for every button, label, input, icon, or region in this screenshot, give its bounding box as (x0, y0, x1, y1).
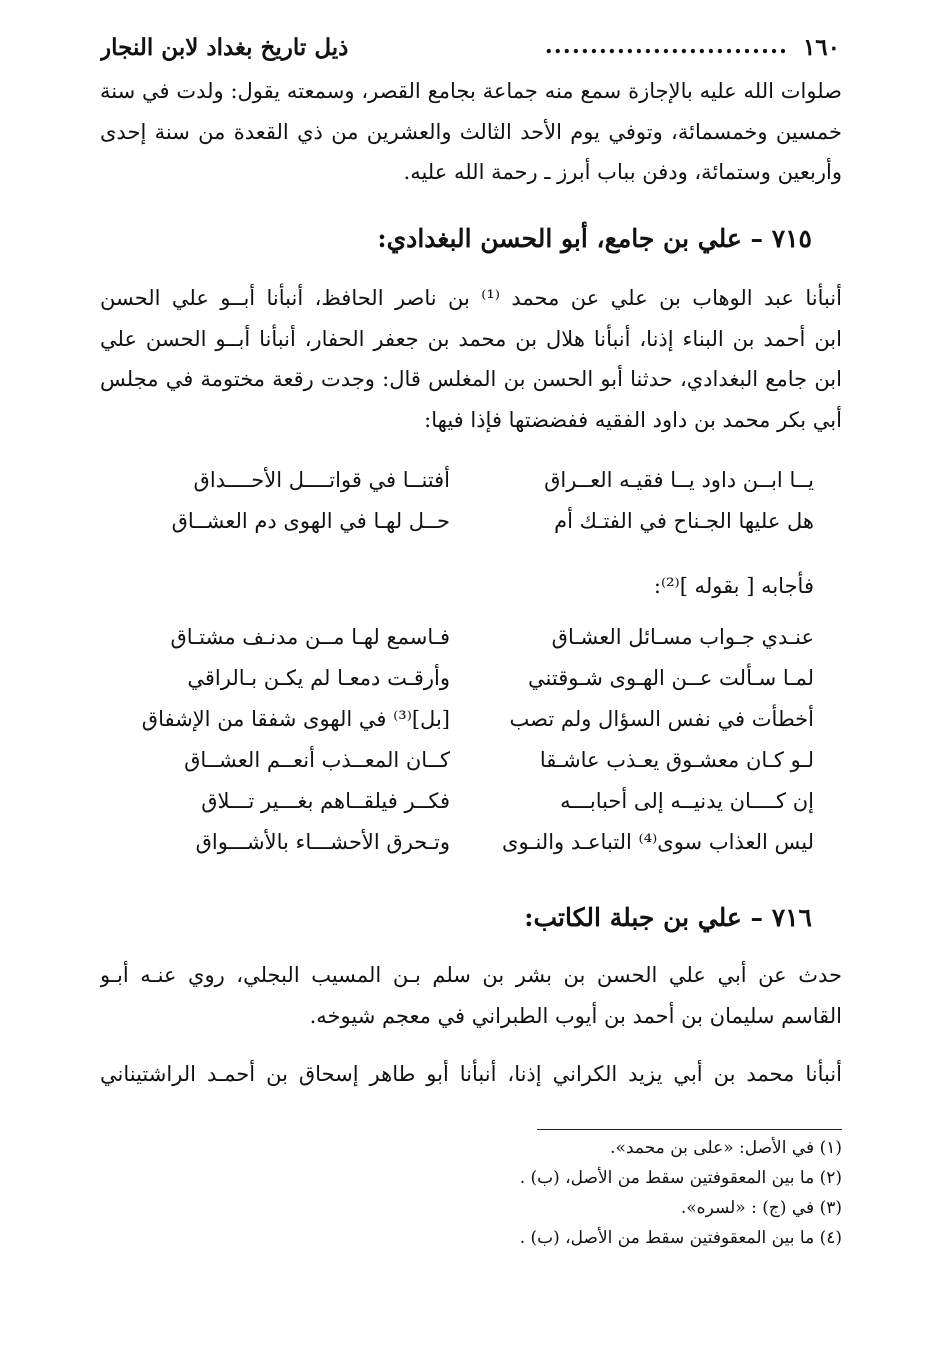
footnote: (٣) في (ج) : «لسره». (680, 1198, 842, 1218)
page-number: ١٦٠ (802, 34, 840, 61)
verse-second-hemistich: فـاسمع لهـا مــن مدنـف مشتـاق (170, 625, 450, 649)
intro-paragraph (100, 71, 842, 193)
text-line: أبي بكر محمد بن داود الفقيه ففضضتها فإذا فيها: (424, 407, 842, 432)
verse-first-hemistich: لمـا سـألت عــن الهـوى شـوقتني (528, 666, 814, 690)
verse-first-hemistich: يــا ابــن داود يــا فقيـه العــراق (544, 468, 814, 492)
verse-line (150, 460, 814, 501)
entry-716-paragraph-2 (100, 1054, 842, 1095)
entry-715-heading: ٧١٥ – علي بن جامع، أبو الحسن البغدادي: (377, 224, 812, 253)
text-line: حدث عن أبي علي الحسن بن بشر بن سلم بـن المسيب البجلي، روي عنـه أبـو (100, 963, 842, 987)
footnote: (١) في الأصل: «على بن محمد». (610, 1138, 842, 1158)
text-line: أنبأنا عبد الوهاب بن علي عن محمد ⁽¹⁾ بن ناصر الحافظ، أنبأنا أبــو علي الحسن (100, 286, 842, 310)
verse-second-hemistich: وأرقـت دمعـا لم يكـن بـالراقي (187, 666, 450, 690)
verses-question (150, 460, 814, 542)
verse-line (150, 781, 814, 822)
verse-first-hemistich: لـو كـان معشـوق يعـذب عاشـقا (539, 748, 814, 772)
text-line: خمسين وخمسمائة، وتوفي يوم الأحد الثالث والعشرين من ذي القعدة من سنة إحدى (100, 119, 842, 144)
verse-first-hemistich: أخطأت في نفس السؤال ولم تصب (509, 707, 814, 731)
verse-first-hemistich: إن كــــان يدنيــه إلى أحبابـــه (560, 789, 814, 813)
text-line: صلوات الله عليه بالإجازة سمع منه جماعة بجامع القصر، وسمعته يقول: ولدت في سنة (100, 79, 842, 103)
verse-line (150, 822, 814, 863)
verse-first-hemistich: ليس العذاب سوى⁽⁴⁾ التباعـد والنـوى (502, 830, 814, 854)
verse-second-hemistich: كــان المعــذب أنعــم العشــاق (184, 748, 450, 772)
footnotes (420, 1133, 842, 1253)
footnote-separator (537, 1129, 842, 1130)
verse-line (141, 699, 814, 740)
footnote: (٤) ما بين المعقوفتين سقط من الأصل، (ب) . (519, 1228, 842, 1248)
verse-line (150, 617, 814, 658)
verse-second-hemistich: أفتنــا في قواتــــل الأحــــداق (193, 468, 450, 492)
verse-first-hemistich: عنـدي جـواب مسـائل العشـاق (551, 625, 814, 649)
text-line: ابن أحمد بن البناء إذنا، أنبأنا هلال بن محمد بن جعفر الحفار، أنبأنا أبــو الحسن علي (100, 326, 842, 351)
footnote: (٢) ما بين المعقوفتين سقط من الأصل، (ب) . (519, 1168, 842, 1188)
text-line: وأربعين وستمائة، ودفن بباب أبرز ـ رحمة الله عليه. (403, 160, 842, 184)
verse-line (150, 658, 814, 699)
header-dot-leader: ........................... (544, 32, 788, 59)
verse-second-hemistich: حــل لهـا في الهوى دم العشــاق (171, 509, 450, 533)
running-title: ذيل تاريخ بغداد لابن النجار (100, 34, 349, 61)
text-line: أنبأنا محمد بن أبي يزيد الكراني إذنا، أنبأنا أبو طاهر إسحاق بن أحمـد الراشتيناني (100, 1062, 842, 1086)
entry-716-heading: ٧١٦ – علي بن جبلة الكاتب: (524, 903, 812, 932)
verse-first-hemistich: هل عليها الجـناح في الفتـك أم (554, 509, 814, 533)
text-line: القاسم سليمان بن أحمد بن أيوب الطبراني في معجم شيوخه. (309, 1003, 842, 1028)
entry-716-paragraph-1 (100, 955, 842, 1036)
verse-second-hemistich: فكــر فيلقــاهم بغـــير تـــلاق (201, 789, 450, 813)
verses-answer (141, 617, 814, 863)
verse-second-hemistich: [بل]⁽³⁾ في الهوى شفقا من الإشفاق (141, 707, 450, 731)
verse-second-hemistich: وتـحرق الأحشـــاء بالأشـــواق (195, 830, 450, 854)
verse-line (150, 740, 814, 781)
verse-line (150, 501, 814, 542)
answer-line: فأجابه [ بقوله ]⁽²⁾: (653, 574, 814, 598)
running-header (100, 28, 840, 68)
entry-715-paragraph (100, 278, 842, 440)
text-line: ابن جامع البغدادي، حدثنا أبو الحسن بن المغلس قال: وجدت رقعة مختومة في مجلس (100, 367, 842, 391)
